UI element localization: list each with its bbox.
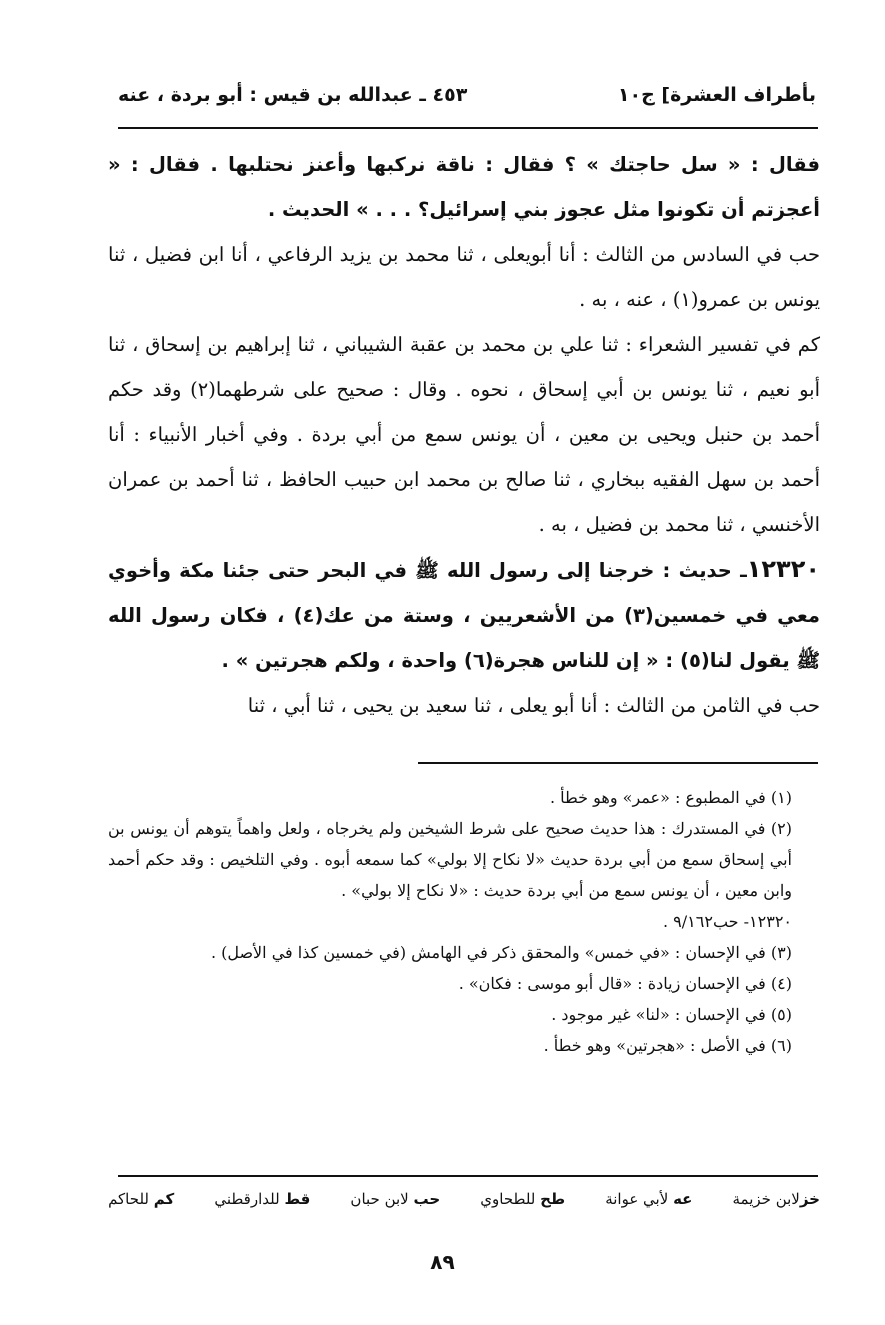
paragraph-hibban-chain: حب في السادس من الثالث : أنا أبويعلى ، ثنا محمد بن يزيد الرفاعي ، أنا ابن فضيل ، ثنا يونس بن عمرو(١) ، عنه ، به . xyxy=(108,243,820,311)
running-header xyxy=(118,84,816,118)
abbreviation-item: كم للحاكم xyxy=(108,1190,175,1208)
paragraph-hakim-chain: كم في تفسير الشعراء : ثنا علي بن محمد بن عقبة الشيباني ، ثنا إبراهيم بن إسحاق ، ثنا أبو نعيم ، ثنا يونس بن أبي إسحاق ، نحوه . وقال : صحيح على شرطهما(٢) وقد حكم أحمد بن حنبل ويحيى بن معين ، أن يونس سمع من أبي بردة . وفي أخبار الأنبياء : أنا أحمد بن سهل الفقيه ببخاري ، ثنا صالح بن محمد ابن حبيب الحافظ ، ثنا أحمد بن عمران الأخنسي ، ثنا محمد بن فضيل ، به . xyxy=(108,333,820,536)
abbreviation-item: حب لابن حبان xyxy=(350,1190,441,1208)
footnote-1: (١) في المطبوع : «عمر» وهو خطأ . xyxy=(549,788,792,807)
header-section-title: ٤٥٣ ـ عبدالله بن قيس : أبو بردة ، عنه xyxy=(118,84,468,106)
paragraph-hadith-ending: فقال : « سل حاجتك » ؟ فقال : ناقة نركبها وأعنز نحتلبها . فقال : « أعجزتم أن تكونوا مثل عجوز بني إسرائيل؟ . . . » الحديث . xyxy=(108,153,820,221)
hadith-entry xyxy=(108,547,820,683)
footnote-5: (٥) في الإحسان : «لنا» غير موجود . xyxy=(551,1005,792,1024)
hadith-number: ١٢٣٢٠ xyxy=(746,555,820,583)
abbreviations-rule xyxy=(118,1175,818,1177)
header-book-title: بأطراف العشرة] ج١٠ xyxy=(617,84,816,106)
footnote-6: (٦) في الأصل : «هجرتين» وهو خطأ . xyxy=(543,1036,792,1055)
page-number: ٨٩ xyxy=(430,1250,455,1274)
footnote-2: (٢) في المستدرك : هذا حديث صحيح على شرط الشيخين ولم يخرجاه ، ولعل واهماً يتوهم أن يونس بن أبي إسحاق سمع من أبي بردة حديث «لا نكاح إلا بولي» كما سمعه أبوه . وفي التلخيص : وقد حكم أحمد وابن معين ، أن يونس سمع من أبي بردة حديث : «لا نكاح إلا بولي» . xyxy=(108,819,792,900)
footnote-takhrij: ١٢٣٢٠- حب٩/١٦٢ . xyxy=(663,912,792,931)
hadith-text: ـ حديث : خرجنا إلى رسول الله ﷺ في البحر حتى جئنا مكة وأخوي معي في خمسين(٣) من الأشعريين ، وستة من عك(٤) ، فكان رسول الله ﷺ يقول لنا(٥) : « إن للناس هجرة(٦) واحدة ، ولكم هجرتين » . xyxy=(108,559,820,672)
abbreviation-item: خزلابن خزيمة xyxy=(732,1190,820,1208)
abbreviations-legend xyxy=(108,1190,820,1208)
footnote-rule xyxy=(418,762,818,764)
footnote-4: (٤) في الإحسان زيادة : «قال أبو موسى : فكان» . xyxy=(458,974,792,993)
abbreviation-item: طح للطحاوي xyxy=(480,1190,566,1208)
abbreviation-item: قط للدارقطني xyxy=(214,1190,311,1208)
abbreviation-item: عه لأبي عوانة xyxy=(605,1190,693,1208)
header-rule xyxy=(118,127,818,129)
paragraph-hibban-chain-2: حب في الثامن من الثالث : أنا أبو يعلى ، ثنا سعيد بن يحيى ، ثنا أبي ، ثنا xyxy=(247,694,820,717)
main-text xyxy=(108,142,820,728)
footnote-3: (٣) في الإحسان : «في خمس» والمحقق ذكر في الهامش (في خمسين كذا في الأصل) . xyxy=(210,943,792,962)
footnotes xyxy=(108,782,818,1061)
